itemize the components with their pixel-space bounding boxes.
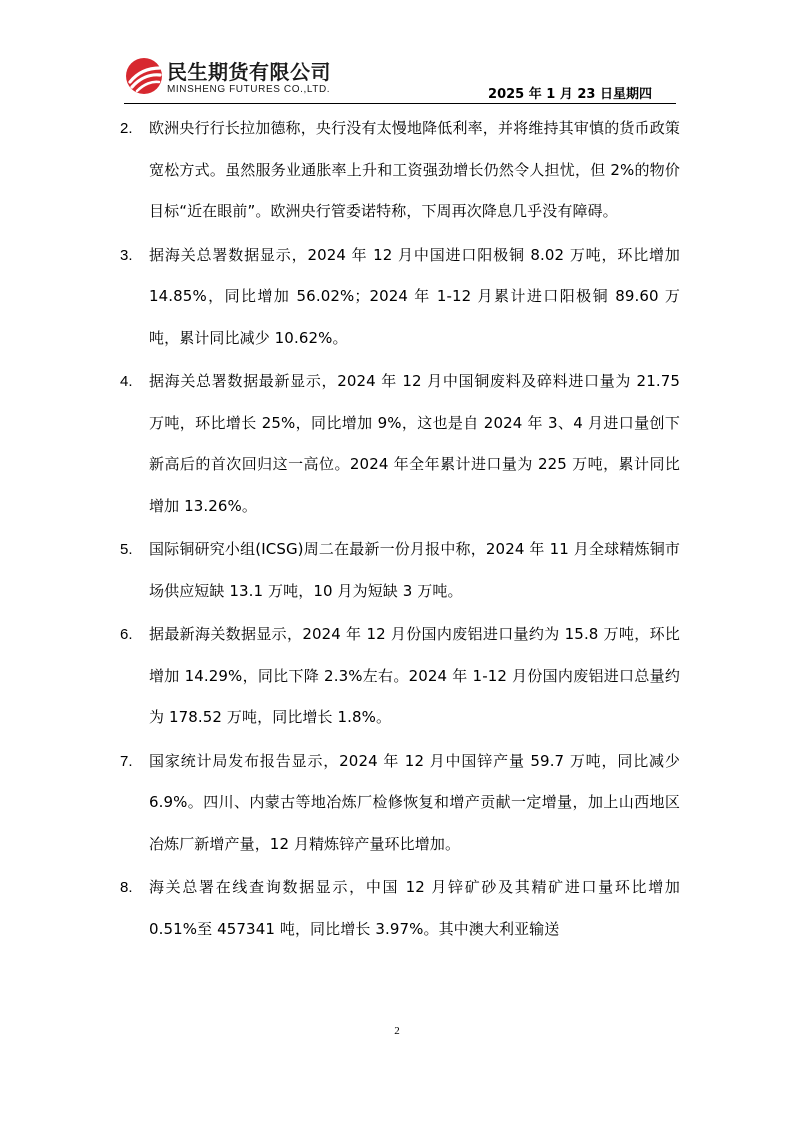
page-number: 2 [394,1025,400,1037]
item-number: 3. [120,246,133,264]
item-number: 8. [120,879,133,896]
item-text: 国家统计局发布报告显示，2024 年 12 月中国锌产量 59.7 万吨，同比减少 6.9%。四川、内蒙古等地冶炼厂检修恢复和增产贡献一定增量，加上山西地区冶炼厂新增产量，12 月精炼锌产量环比增加。 [149,751,680,853]
list-item [114,867,680,950]
report-date: 2025 年 1 月 23 日星期四 [488,87,652,102]
item-text: 据最新海关数据显示，2024 年 12 月份国内废铝进口量约为 15.8 万吨，环比增加 14.29%，同比下降 2.3%左右。2024 年 1-12 月份国内废铝进口总量约为 178.52 万吨，同比增长 1.8%。 [149,625,680,726]
company-name-cn: 民生期货有限公司 [167,60,331,84]
item-number: 4. [120,373,133,390]
company-logo [124,54,364,102]
list-item [114,741,680,866]
item-text: 据海关总署数据最新显示，2024 年 12 月中国铜废料及碎料进口量为 21.75 万吨，环比增长 25%，同比增加 9%，这也是自 2024 年 3、4 月进口量创下新高后的首次回归这一高位。2024 年全年累计进口量为 225 万吨，累计同比增加 13.26%。 [149,372,680,515]
item-text: 欧洲央行行长拉加德称，央行没有太慢地降低利率，并将维持其审慎的货币政策宽松方式。虽然服务业通胀率上升和工资强劲增长仍然令人担忧，但 2%的物价目标“近在眼前”。欧洲央行管委诺特称，下周再次降息几乎没有障碍。 [149,119,680,220]
item-number: 7. [120,752,133,770]
item-number: 2. [120,120,133,137]
list-item [114,235,680,360]
news-list [114,108,680,952]
list-item [114,108,680,233]
item-text: 海关总署在线查询数据显示，中国 12 月锌矿砂及其精矿进口量环比增加 0.51%至 457341 吨，同比增长 3.97%。其中澳大利亚输送 [149,878,680,938]
page-header [124,54,676,104]
item-number: 6. [120,626,133,643]
item-number: 5. [120,541,133,558]
item-text: 国际铜研究小组(ICSG)周二在最新一份月报中称，2024 年 11 月全球精炼铜市场供应短缺 13.1 万吨，10 月为短缺 3 万吨。 [149,540,680,600]
minsheng-logo-icon [124,56,164,96]
list-item [114,361,680,527]
list-item [114,529,680,612]
item-text: 据海关总署数据显示，2024 年 12 月中国进口阳极铜 8.02 万吨，环比增加 14.85%，同比增加 56.02%；2024 年 1-12 月累计进口阳极铜 89.60 万吨，累计同比减少 10.62%。 [149,245,680,347]
company-name-en: MINSHENG FUTURES CO.,LTD. [167,84,331,95]
list-item [114,614,680,739]
header-divider [124,103,676,104]
